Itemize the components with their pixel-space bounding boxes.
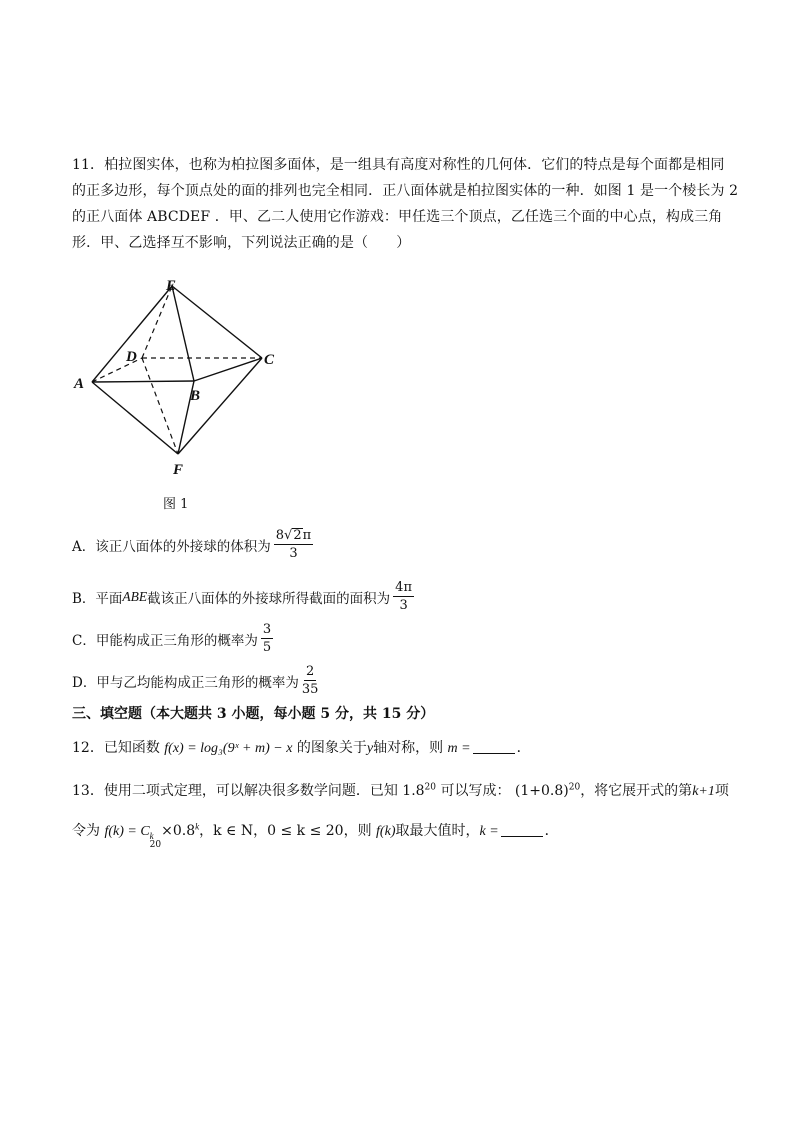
- option-c: C．甲能构成正三角形的概率为 $\frac{3}{5}$: [72, 622, 272, 655]
- q12-function: f(x) = log₃(9ˣ + m) − x: [164, 741, 293, 756]
- q11-line-1: 11．柏拉图实体，也称为柏拉图多面体，是一组具有高度对称性的几何体．它们的特点是每个面都是相同: [72, 157, 725, 173]
- question-11: [72, 152, 739, 256]
- edge-de: [142, 286, 172, 358]
- q11-line-3: 的正八面体 ABCDEF ．甲、乙二人使用它作游戏：甲任选三个顶点，乙任选三个面的中心点，构成三角: [72, 209, 723, 225]
- option-d-fraction: $\frac{2}{35}$: [301, 664, 319, 697]
- option-b-fraction: $\frac{4\pi}{3}$: [395, 580, 412, 613]
- option-a: [72, 528, 313, 561]
- vertex-label-f: F: [173, 462, 184, 478]
- octahedron-figure: [72, 272, 292, 482]
- q13-answer-blank[interactable]: [501, 822, 543, 837]
- vertex-label-a: A: [74, 376, 85, 392]
- option-d: D．甲与乙均能构成正三角形的概率为 $\frac{2}{35}$: [72, 664, 319, 697]
- option-c-fraction: $\frac{3}{5}$: [262, 622, 272, 655]
- vertex-label-e: E: [166, 278, 177, 294]
- option-a-text: A．该正八面体的外接球的体积为: [72, 538, 271, 555]
- edge-ab: [92, 381, 194, 382]
- question-13-line-2: 令为 f(k) = C k 20 $\times 0.8^k$，k ∈ N，0 ≤ k ≤ 20，则 f(k)取最大值时，k = ．: [72, 821, 559, 850]
- vertex-label-d: D: [126, 349, 137, 365]
- option-a-fraction: 8 √ 2 π 3: [275, 528, 312, 561]
- vertex-label-c: C: [264, 352, 275, 368]
- vertex-label-b: B: [190, 388, 201, 404]
- question-12: 12．已知函数 f(x) = log₃(9ˣ + m) − x 的图象关于y轴对称，则 m = ．: [72, 740, 531, 756]
- option-b: B．平面 ABE 截该正八面体的外接球所得截面的面积为 $\frac{4\pi}{3}$: [72, 580, 412, 613]
- section-3-heading: 三、填空题（本大题共 3 小题，每小题 5 分，共 15 分）: [72, 706, 435, 722]
- q11-line-2: 的正多边形，每个顶点处的面的排列也完全相同．正八面体就是柏拉图实体的一种．如图 1 是一个棱长为 2: [72, 183, 739, 199]
- figure-caption: 图 1: [163, 497, 189, 512]
- q11-line-4: 形．甲、乙选择互不影响，下列说法正确的是（ ）: [72, 235, 411, 251]
- q12-answer-blank[interactable]: [473, 739, 515, 754]
- plane-abe: ABE: [122, 588, 148, 604]
- question-13-line-1: 13．使用二项式定理，可以解决很多数学问题．已知 $1.8^{20}$ 可以写成： $(1+0.8)^{20}$，将它展开式的第k+1项: [72, 782, 729, 799]
- edge-ae: [92, 286, 172, 382]
